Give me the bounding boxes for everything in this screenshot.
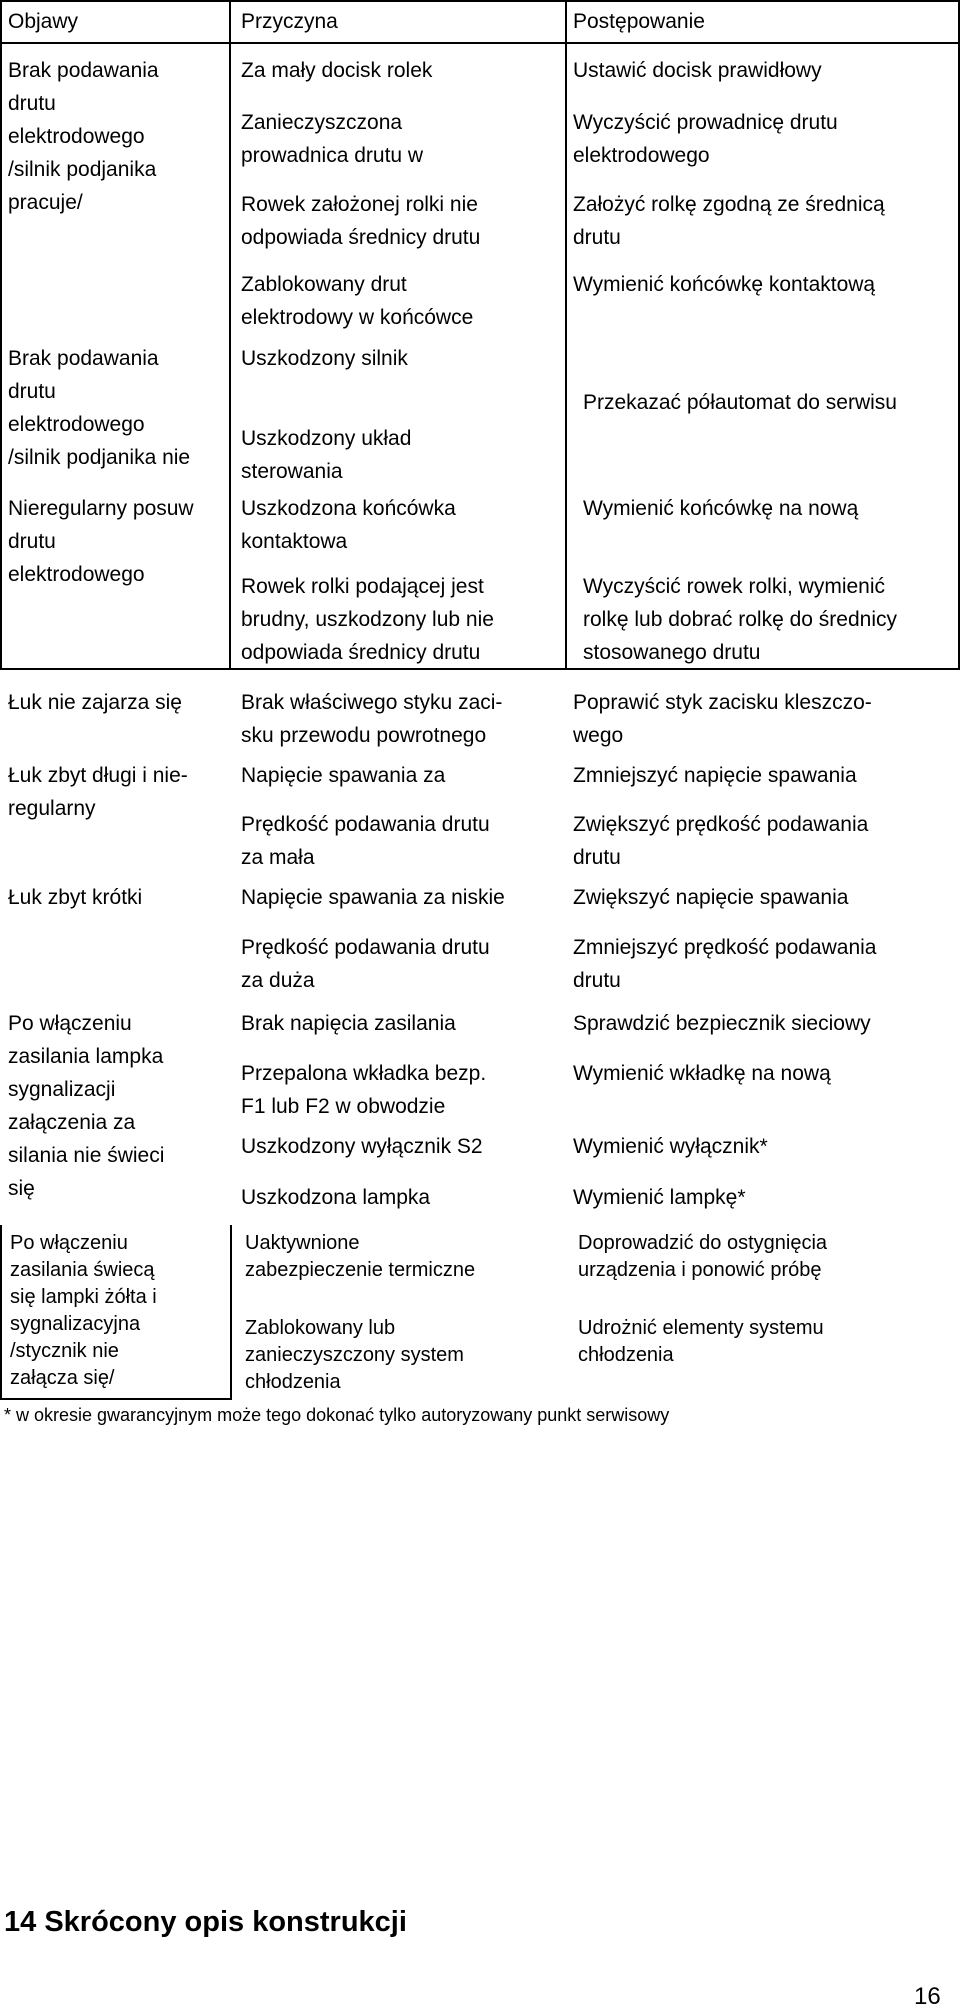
table-cell-action: Wymienić wyłącznik*	[573, 1135, 768, 1158]
table-cell-cause: Uszkodzona końcówka kontaktowa	[241, 497, 456, 553]
table-cell-action: Doprowadzić do ostygnięcia urządzenia i ponowić próbę	[578, 1232, 828, 1281]
table-cell-symptom: Po włączeniu zasilania lampka sygnalizacji załączenia za silania nie świeci się	[8, 1012, 165, 1200]
table-cell-cause: Rowek założonej rolki nie odpowiada średnicy drutu	[241, 193, 481, 249]
table-cell-cause: Zablokowany drut elektrodowy w końcówce	[241, 273, 474, 329]
table-left-border	[0, 0, 2, 670]
table-cell-action: Zmniejszyć napięcie spawania	[573, 764, 857, 787]
table-cell-cause: Za mały docisk rolek	[241, 59, 433, 82]
table-lower-column-divider	[230, 1225, 232, 1400]
table-cell-cause: Zanieczyszczona prowadnica drutu w	[241, 111, 424, 167]
table-cell-action: Udrożnić elementy systemu chłodzenia	[578, 1317, 824, 1366]
table-cell-cause: Uaktywnione zabezpieczenie termiczne	[245, 1232, 476, 1281]
table-cell-action: Wymienić lampkę*	[573, 1186, 746, 1209]
table-cell-action: Poprawić styk zacisku kleszczo- wego	[573, 691, 872, 747]
page-number: 16	[914, 1983, 941, 2010]
table-cell-symptom: Łuk zbyt krótki	[8, 886, 143, 909]
table-cell-symptom: Po włączeniu zasilania świecą się lampki żółta i sygnalizacyjna /stycznik nie załącza się/	[10, 1232, 157, 1389]
table-cell-cause: Przepalona wkładka bezp. F1 lub F2 w obwodzie	[241, 1062, 487, 1118]
table-cell-symptom: Brak podawania drutu elektrodowego /silnik podjanika nie	[8, 347, 191, 469]
table-cell-action: Zwiększyć napięcie spawania	[573, 886, 849, 909]
table-bottom-border	[0, 1398, 230, 1400]
table-lower-left-border	[0, 1225, 2, 1400]
table-cell-symptom: Łuk zbyt długi i nie- regularny	[8, 764, 188, 820]
table-cell-cause: Zablokowany lub zanieczyszczony system chłodzenia	[245, 1317, 464, 1393]
table-cell-symptom: Brak podawania drutu elektrodowego /silnik podjanika pracuje/	[8, 59, 159, 214]
header-przyczyna: Przyczyna	[241, 10, 338, 33]
table-cell-cause: Prędkość podawania drutu za duża	[241, 936, 490, 992]
table-cell-cause: Uszkodzony układ sterowania	[241, 427, 412, 483]
table-cell-symptom: Łuk nie zajarza się	[8, 691, 182, 714]
footnote: * w okresie gwarancyjnym może tego dokonać tylko autoryzowany punkt serwisowy	[4, 1405, 670, 1425]
table-cell-cause: Prędkość podawania drutu za mała	[241, 813, 490, 869]
table-cell-cause: Rowek rolki podającej jest brudny, uszkodzony lub nie odpowiada średnicy drutu	[241, 575, 494, 664]
table-cell-cause: Napięcie spawania za niskie	[241, 886, 505, 909]
table-column-divider-2	[565, 0, 567, 670]
header-objawy: Objawy	[8, 10, 79, 33]
table-cell-action: Przekazać półautomat do serwisu	[583, 391, 897, 414]
table-cell-cause: Napięcie spawania za	[241, 764, 446, 787]
table-cell-action: Wyczyścić prowadnicę drutu elektrodowego	[573, 111, 838, 167]
table-cell-cause: Uszkodzony silnik	[241, 347, 408, 370]
table-cell-action: Wyczyścić rowek rolki, wymienić rolkę lub dobrać rolkę do średnicy stosowanego drutu	[583, 575, 897, 664]
table-cell-action: Wymienić końcówkę kontaktową	[573, 273, 876, 296]
table-cell-action: Ustawić docisk prawidłowy	[573, 59, 822, 82]
table-cell-symptom: Nieregularny posuw drutu elektrodowego	[8, 497, 194, 586]
table-cell-cause: Uszkodzony wyłącznik S2	[241, 1135, 483, 1158]
table-cell-action: Wymienić wkładkę na nową	[573, 1062, 831, 1085]
table-header-divider	[0, 42, 960, 44]
table-cell-cause: Brak właściwego styku zaci- sku przewodu powrotnego	[241, 691, 503, 747]
table-cell-action: Sprawdzić bezpiecznik sieciowy	[573, 1012, 871, 1035]
table-cell-cause: Uszkodzona lampka	[241, 1186, 431, 1209]
section-heading: 14 Skrócony opis konstrukcji	[4, 1906, 407, 1938]
table-top-border	[0, 0, 960, 2]
table-cell-action: Założyć rolkę zgodną ze średnicą drutu	[573, 193, 885, 249]
table-cell-action: Zwiększyć prędkość podawania drutu	[573, 813, 869, 869]
table-column-divider-1	[229, 0, 231, 670]
table-cell-cause: Brak napięcia zasilania	[241, 1012, 456, 1035]
table-cell-action: Wymienić końcówkę na nową	[583, 497, 859, 520]
table-cell-action: Zmniejszyć prędkość podawania drutu	[573, 936, 877, 992]
header-postepowanie: Postępowanie	[573, 10, 705, 33]
